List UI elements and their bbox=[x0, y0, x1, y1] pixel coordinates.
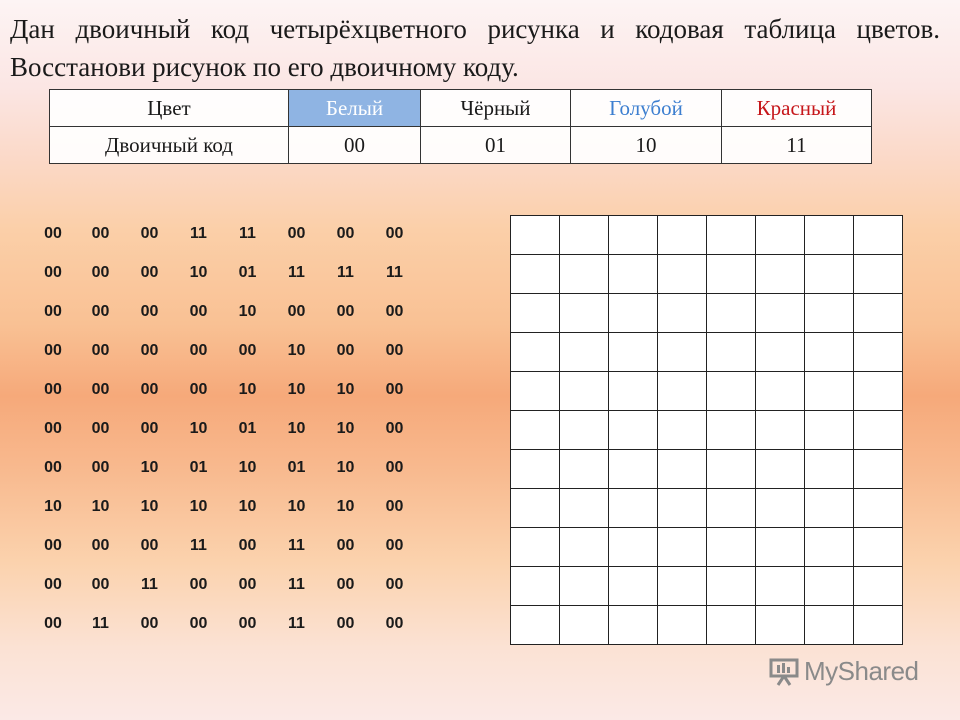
grid-cell[interactable] bbox=[609, 567, 658, 606]
grid-cell[interactable] bbox=[707, 372, 756, 411]
code-cell: 11 bbox=[239, 224, 256, 242]
binary-code-label: Двоичный код bbox=[50, 127, 289, 164]
grid-row bbox=[511, 489, 903, 528]
code-cell: 10 bbox=[336, 380, 355, 398]
code-cell: 10 bbox=[238, 302, 257, 320]
grid-cell[interactable] bbox=[854, 411, 903, 450]
code-row bbox=[30, 487, 419, 526]
grid-cell[interactable] bbox=[854, 567, 903, 606]
code-row bbox=[30, 409, 419, 448]
grid-cell[interactable] bbox=[756, 255, 805, 294]
grid-cell[interactable] bbox=[854, 216, 903, 255]
grid-cell[interactable] bbox=[609, 606, 658, 645]
grid-cell[interactable] bbox=[609, 255, 658, 294]
code-white: 00 bbox=[289, 127, 421, 164]
code-cell: 00 bbox=[385, 458, 404, 476]
code-cell: 00 bbox=[385, 575, 404, 593]
code-cell: 11 bbox=[288, 575, 305, 593]
grid-row bbox=[511, 450, 903, 489]
grid-cell[interactable] bbox=[609, 216, 658, 255]
code-cell: 00 bbox=[44, 419, 62, 437]
code-cell: 11 bbox=[288, 536, 305, 554]
grid-cell[interactable] bbox=[854, 450, 903, 489]
grid-cell[interactable] bbox=[511, 528, 560, 567]
code-cell: 00 bbox=[44, 536, 62, 554]
code-black: 01 bbox=[421, 127, 571, 164]
code-cell: 00 bbox=[140, 380, 159, 398]
code-cell: 10 bbox=[189, 419, 208, 437]
grid-cell[interactable] bbox=[560, 528, 609, 567]
grid-cell[interactable] bbox=[560, 333, 609, 372]
grid-cell[interactable] bbox=[511, 567, 560, 606]
grid-cell[interactable] bbox=[658, 216, 707, 255]
grid-cell[interactable] bbox=[756, 333, 805, 372]
code-cell: 11 bbox=[190, 224, 207, 242]
code-row bbox=[30, 331, 419, 370]
code-cell: 00 bbox=[91, 341, 110, 359]
code-cell: 10 bbox=[287, 497, 306, 515]
grid-row bbox=[511, 411, 903, 450]
code-cell: 00 bbox=[189, 614, 208, 632]
grid-cell[interactable] bbox=[707, 528, 756, 567]
grid-cell[interactable] bbox=[609, 489, 658, 528]
grid-cell[interactable] bbox=[658, 255, 707, 294]
code-row bbox=[30, 292, 419, 331]
grid-cell[interactable] bbox=[560, 567, 609, 606]
code-cell: 01 bbox=[287, 458, 306, 476]
code-row bbox=[30, 526, 419, 565]
grid-cell[interactable] bbox=[707, 567, 756, 606]
projector-screen-icon bbox=[768, 657, 800, 687]
code-cell: 00 bbox=[140, 263, 159, 281]
grid-cell[interactable] bbox=[756, 528, 805, 567]
code-cell: 00 bbox=[336, 224, 355, 242]
code-cell: 10 bbox=[238, 497, 257, 515]
grid-cell[interactable] bbox=[658, 294, 707, 333]
grid-cell[interactable] bbox=[707, 450, 756, 489]
grid-cell[interactable] bbox=[560, 450, 609, 489]
code-cell: 10 bbox=[336, 497, 355, 515]
grid-cell[interactable] bbox=[511, 255, 560, 294]
grid-row bbox=[511, 333, 903, 372]
grid-cell[interactable] bbox=[511, 372, 560, 411]
code-cell: 00 bbox=[189, 380, 208, 398]
grid-cell[interactable] bbox=[658, 450, 707, 489]
grid-cell[interactable] bbox=[609, 450, 658, 489]
grid-cell[interactable] bbox=[511, 411, 560, 450]
grid-cell[interactable] bbox=[560, 372, 609, 411]
grid-cell[interactable] bbox=[707, 606, 756, 645]
code-cell: 10 bbox=[287, 380, 306, 398]
code-cell: 00 bbox=[385, 224, 404, 242]
code-row bbox=[30, 214, 419, 253]
code-cell: 00 bbox=[91, 263, 110, 281]
code-cell: 00 bbox=[44, 458, 62, 476]
code-cell: 00 bbox=[91, 380, 110, 398]
grid-cell[interactable] bbox=[658, 528, 707, 567]
grid-row bbox=[511, 528, 903, 567]
code-cell: 00 bbox=[91, 536, 110, 554]
color-names-row bbox=[50, 90, 872, 127]
code-cell: 00 bbox=[287, 302, 306, 320]
code-cell: 00 bbox=[385, 302, 404, 320]
grid-row bbox=[511, 567, 903, 606]
grid-cell[interactable] bbox=[609, 528, 658, 567]
grid-cell[interactable] bbox=[511, 216, 560, 255]
grid-cell[interactable] bbox=[560, 294, 609, 333]
grid-cell[interactable] bbox=[854, 372, 903, 411]
code-cell: 00 bbox=[91, 224, 110, 242]
grid-cell[interactable] bbox=[756, 606, 805, 645]
color-blue: Голубой bbox=[571, 90, 722, 127]
code-row bbox=[30, 448, 419, 487]
binary-code-listing bbox=[30, 214, 419, 643]
code-cell: 11 bbox=[288, 614, 305, 632]
code-cell: 10 bbox=[140, 458, 159, 476]
code-cell: 10 bbox=[287, 419, 306, 437]
code-cell: 00 bbox=[91, 575, 110, 593]
grid-cell[interactable] bbox=[658, 372, 707, 411]
code-cell: 00 bbox=[238, 341, 257, 359]
code-cell: 11 bbox=[386, 263, 403, 281]
code-cell: 00 bbox=[140, 302, 159, 320]
task-text: Дан двоичный код четырёхцветного рисунка и кодовая таблица цветов. Восстанови рисунок по его двоичному коду. bbox=[10, 14, 940, 82]
code-cell: 00 bbox=[189, 341, 208, 359]
grid-cell[interactable] bbox=[756, 216, 805, 255]
grid-cell[interactable] bbox=[756, 567, 805, 606]
grid-cell[interactable] bbox=[609, 411, 658, 450]
binary-codes-row bbox=[50, 127, 872, 164]
grid-cell[interactable] bbox=[658, 567, 707, 606]
empty-drawing-grid bbox=[510, 215, 903, 645]
color-header-label: Цвет bbox=[50, 90, 289, 127]
grid-cell[interactable] bbox=[805, 372, 854, 411]
grid-cell[interactable] bbox=[560, 255, 609, 294]
grid-cell[interactable] bbox=[756, 294, 805, 333]
grid-cell[interactable] bbox=[854, 255, 903, 294]
code-cell: 00 bbox=[44, 263, 62, 281]
code-cell: 00 bbox=[44, 302, 62, 320]
code-cell: 10 bbox=[238, 458, 257, 476]
color-code-table bbox=[49, 89, 872, 164]
grid-cell[interactable] bbox=[707, 411, 756, 450]
grid-cell[interactable] bbox=[854, 333, 903, 372]
code-cell: 00 bbox=[336, 302, 355, 320]
grid-cell[interactable] bbox=[854, 606, 903, 645]
grid-cell[interactable] bbox=[560, 606, 609, 645]
code-cell: 00 bbox=[385, 380, 404, 398]
code-cell: 10 bbox=[287, 341, 306, 359]
grid-cell[interactable] bbox=[609, 333, 658, 372]
code-cell: 00 bbox=[140, 341, 159, 359]
code-cell: 00 bbox=[385, 341, 404, 359]
code-cell: 00 bbox=[140, 614, 159, 632]
grid-cell[interactable] bbox=[707, 333, 756, 372]
grid-cell[interactable] bbox=[609, 294, 658, 333]
code-row bbox=[30, 565, 419, 604]
grid-row bbox=[511, 606, 903, 645]
watermark-logo bbox=[768, 656, 919, 687]
code-cell: 00 bbox=[140, 536, 159, 554]
grid-cell[interactable] bbox=[805, 255, 854, 294]
code-red: 11 bbox=[722, 127, 872, 164]
code-cell: 00 bbox=[91, 302, 110, 320]
code-cell: 10 bbox=[189, 497, 208, 515]
grid-cell[interactable] bbox=[511, 450, 560, 489]
code-cell: 00 bbox=[336, 536, 355, 554]
code-cell: 00 bbox=[385, 614, 404, 632]
code-cell: 10 bbox=[238, 380, 257, 398]
watermark-text: MyShared bbox=[804, 656, 919, 686]
code-cell: 11 bbox=[92, 614, 109, 632]
grid-cell[interactable] bbox=[511, 294, 560, 333]
code-cell: 00 bbox=[238, 536, 257, 554]
grid-cell[interactable] bbox=[658, 606, 707, 645]
code-cell: 00 bbox=[44, 341, 62, 359]
grid-cell[interactable] bbox=[560, 411, 609, 450]
code-cell: 00 bbox=[385, 497, 404, 515]
code-cell: 01 bbox=[238, 419, 257, 437]
code-cell: 10 bbox=[140, 497, 159, 515]
grid-cell[interactable] bbox=[805, 333, 854, 372]
grid-row bbox=[511, 255, 903, 294]
grid-cell[interactable] bbox=[805, 294, 854, 333]
grid-cell[interactable] bbox=[707, 255, 756, 294]
grid-cell[interactable] bbox=[511, 606, 560, 645]
code-cell: 00 bbox=[91, 419, 110, 437]
grid-cell[interactable] bbox=[756, 372, 805, 411]
grid-cell[interactable] bbox=[658, 333, 707, 372]
grid-cell[interactable] bbox=[609, 372, 658, 411]
grid-cell[interactable] bbox=[805, 450, 854, 489]
code-cell: 01 bbox=[189, 458, 208, 476]
color-white: Белый bbox=[289, 90, 421, 127]
code-cell: 10 bbox=[336, 419, 355, 437]
grid-cell[interactable] bbox=[707, 489, 756, 528]
grid-cell[interactable] bbox=[756, 450, 805, 489]
color-red: Красный bbox=[722, 90, 872, 127]
grid-cell[interactable] bbox=[805, 528, 854, 567]
code-cell: 00 bbox=[44, 380, 62, 398]
code-cell: 00 bbox=[238, 614, 257, 632]
grid-cell[interactable] bbox=[805, 216, 854, 255]
code-cell: 00 bbox=[189, 302, 208, 320]
grid-cell[interactable] bbox=[805, 411, 854, 450]
code-cell: 00 bbox=[44, 575, 62, 593]
grid-cell[interactable] bbox=[511, 333, 560, 372]
code-cell: 10 bbox=[189, 263, 208, 281]
code-row bbox=[30, 604, 419, 643]
code-cell: 00 bbox=[140, 224, 159, 242]
code-row bbox=[30, 253, 419, 292]
code-cell: 00 bbox=[385, 536, 404, 554]
code-cell: 00 bbox=[140, 419, 159, 437]
grid-cell[interactable] bbox=[511, 489, 560, 528]
code-cell: 11 bbox=[190, 536, 207, 554]
code-blue: 10 bbox=[571, 127, 722, 164]
code-cell: 10 bbox=[44, 497, 62, 515]
code-cell: 00 bbox=[336, 614, 355, 632]
code-row bbox=[30, 370, 419, 409]
grid-cell[interactable] bbox=[658, 489, 707, 528]
grid-row bbox=[511, 372, 903, 411]
code-cell: 11 bbox=[141, 575, 158, 593]
code-cell: 00 bbox=[336, 575, 355, 593]
code-cell: 00 bbox=[287, 224, 306, 242]
grid-cell[interactable] bbox=[854, 528, 903, 567]
code-cell: 00 bbox=[238, 575, 257, 593]
code-cell: 00 bbox=[385, 419, 404, 437]
grid-cell[interactable] bbox=[756, 411, 805, 450]
code-cell: 11 bbox=[337, 263, 354, 281]
grid-cell[interactable] bbox=[805, 606, 854, 645]
code-cell: 10 bbox=[91, 497, 110, 515]
code-cell: 00 bbox=[44, 224, 62, 242]
code-cell: 00 bbox=[336, 341, 355, 359]
grid-row bbox=[511, 294, 903, 333]
grid-cell[interactable] bbox=[658, 411, 707, 450]
color-black: Чёрный bbox=[421, 90, 571, 127]
grid-cell[interactable] bbox=[854, 489, 903, 528]
code-cell: 11 bbox=[288, 263, 305, 281]
code-cell: 00 bbox=[44, 614, 62, 632]
grid-row bbox=[511, 216, 903, 255]
grid-cell[interactable] bbox=[756, 489, 805, 528]
code-cell: 00 bbox=[91, 458, 110, 476]
grid-cell[interactable] bbox=[560, 489, 609, 528]
grid-cell[interactable] bbox=[854, 294, 903, 333]
code-cell: 10 bbox=[336, 458, 355, 476]
grid-cell[interactable] bbox=[805, 567, 854, 606]
grid-cell[interactable] bbox=[707, 216, 756, 255]
grid-cell[interactable] bbox=[805, 489, 854, 528]
grid-cell[interactable] bbox=[560, 216, 609, 255]
code-cell: 00 bbox=[189, 575, 208, 593]
grid-cell[interactable] bbox=[707, 294, 756, 333]
code-cell: 01 bbox=[238, 263, 257, 281]
